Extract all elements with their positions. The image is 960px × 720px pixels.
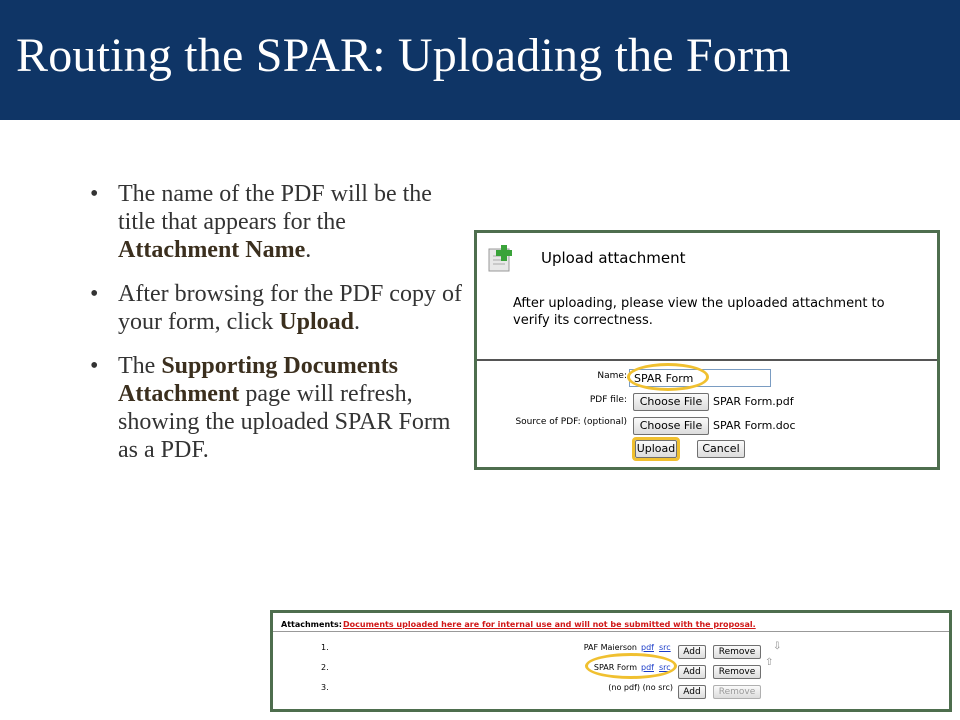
cancel-button[interactable]: Cancel bbox=[697, 440, 745, 458]
bold-term: Upload bbox=[279, 309, 354, 335]
source-filename: SPAR Form.doc bbox=[713, 419, 796, 432]
attachment-name: SPAR Form bbox=[593, 663, 637, 672]
bullet-item: • The name of the PDF will be the title that appears for the Attachment Name. bbox=[90, 181, 432, 263]
row-number: 2. bbox=[321, 663, 329, 672]
name-label: Name: bbox=[597, 371, 627, 381]
pdf-file-label: PDF file: bbox=[589, 395, 627, 405]
attachments-label: Attachments: bbox=[281, 620, 342, 629]
src-link[interactable]: src bbox=[659, 643, 671, 652]
add-button[interactable]: Add bbox=[678, 645, 706, 659]
row-number: 1. bbox=[321, 643, 329, 652]
upload-button[interactable]: Upload bbox=[635, 440, 677, 458]
upload-attachment-panel bbox=[474, 230, 940, 470]
move-up-icon[interactable]: ⇧ bbox=[765, 657, 774, 668]
highlight-circle bbox=[585, 653, 677, 679]
source-pdf-label: Source of PDF: (optional) bbox=[515, 417, 627, 427]
attachments-warning: Documents uploaded here are for internal use and will not be submitted with the proposal. bbox=[343, 620, 756, 629]
upload-panel-header bbox=[477, 233, 937, 361]
pdf-link[interactable]: pdf bbox=[641, 643, 654, 652]
bold-term: Attachment Name bbox=[118, 237, 306, 263]
add-button[interactable]: Add bbox=[678, 665, 706, 679]
add-document-icon bbox=[487, 243, 517, 273]
move-down-icon[interactable]: ⇩ bbox=[773, 641, 782, 652]
bold-term: Supporting Documents Attachment bbox=[118, 353, 399, 407]
src-link[interactable]: src bbox=[659, 663, 671, 672]
divider bbox=[273, 631, 949, 632]
attachments-panel bbox=[270, 610, 952, 712]
remove-button[interactable]: Remove bbox=[713, 665, 761, 679]
name-field[interactable]: SPAR Form bbox=[629, 369, 771, 387]
slide-header bbox=[0, 0, 960, 120]
remove-button[interactable]: Remove bbox=[713, 685, 761, 699]
choose-pdf-button[interactable]: Choose File bbox=[633, 393, 709, 411]
bullet-list bbox=[90, 180, 470, 480]
attachment-name: PAF Maierson bbox=[583, 643, 637, 652]
add-button[interactable]: Add bbox=[678, 685, 706, 699]
bullet-item: • After browsing for the PDF copy of your form, click Upload. bbox=[90, 281, 462, 335]
pdf-link[interactable]: pdf bbox=[641, 663, 654, 672]
bullet-item: • The Supporting Documents Attachment page will refresh, showing the uploaded SPAR Form as a PDF. bbox=[90, 353, 451, 463]
remove-button[interactable]: Remove bbox=[713, 645, 761, 659]
choose-source-button[interactable]: Choose File bbox=[633, 417, 709, 435]
pdf-filename: SPAR Form.pdf bbox=[713, 395, 794, 408]
upload-panel-title: Upload attachment bbox=[541, 249, 686, 267]
attachment-name: (no pdf) (no src) bbox=[608, 683, 673, 692]
highlight-circle bbox=[627, 363, 709, 391]
row-number: 3. bbox=[321, 683, 329, 692]
slide-title: Routing the SPAR: Uploading the Form bbox=[16, 29, 791, 82]
upload-instructions: After uploading, please view the uploaded attachment to verify its correctness. bbox=[513, 296, 885, 328]
